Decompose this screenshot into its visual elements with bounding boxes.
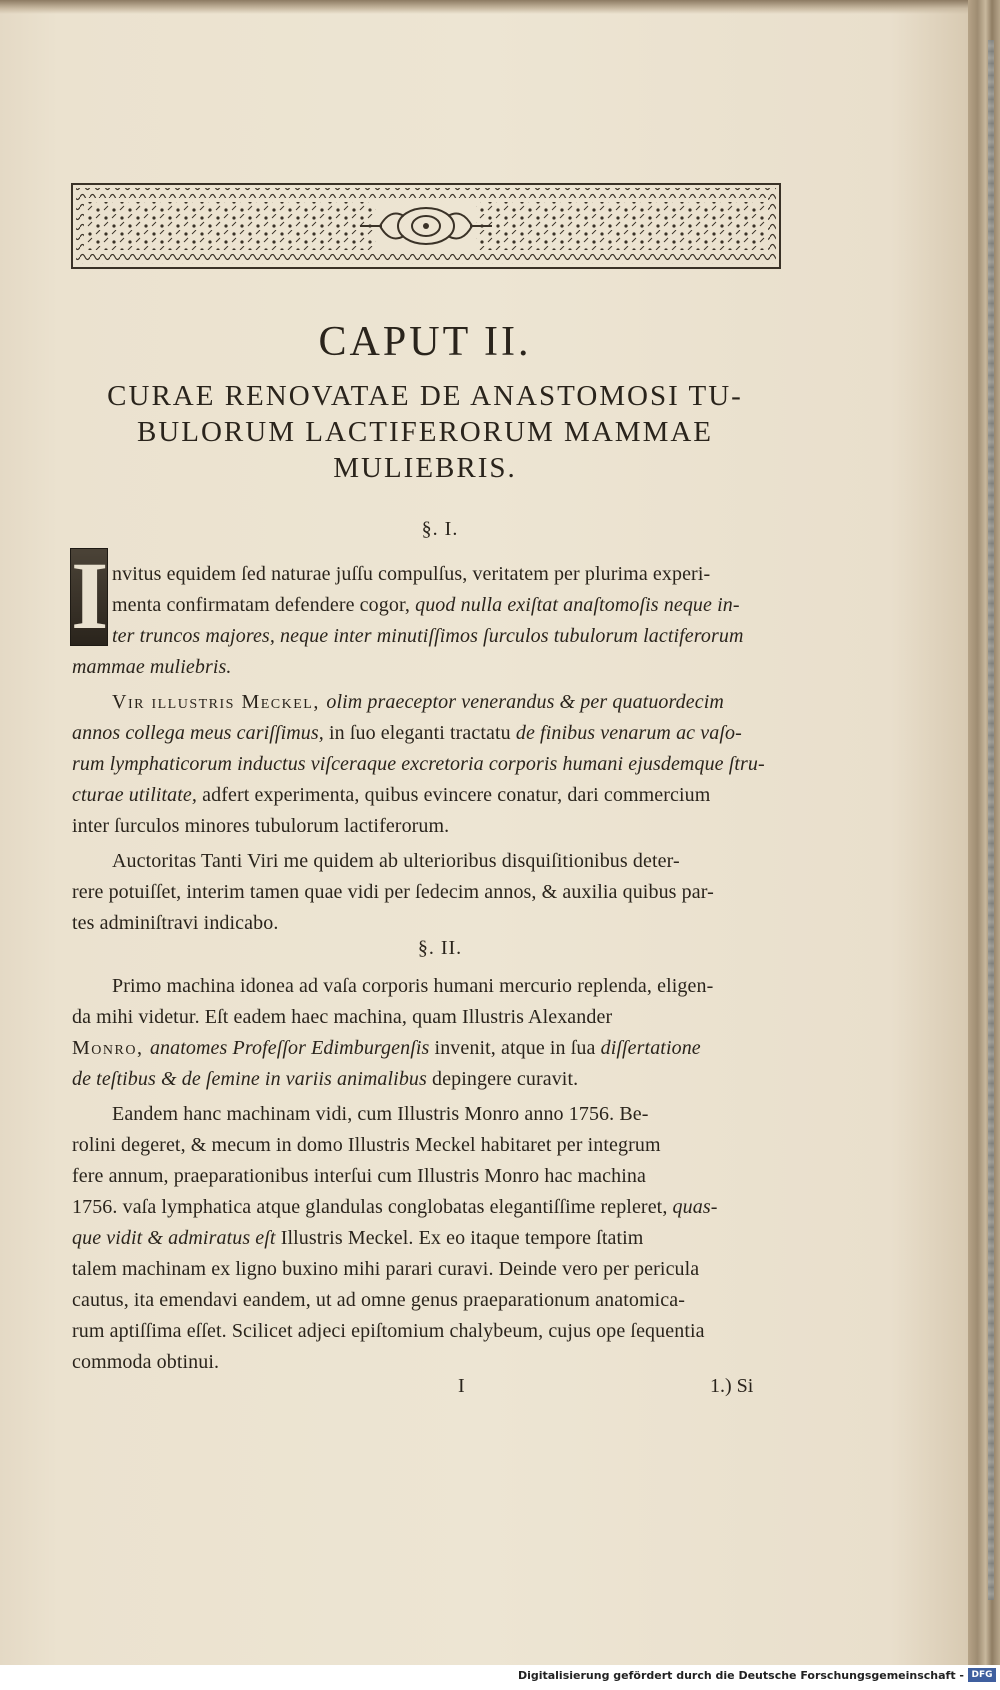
text-roman: tes adminiſtravi indicabo. — [72, 912, 279, 934]
section-mark-2: §. II. — [417, 937, 463, 959]
text-roman: rere potuiſſet, interim tamen quae vidi per ſedecim annos, & auxilia quibus par- — [72, 881, 714, 903]
text-roman: Eandem hanc machinam vidi, cum Illustris Monro anno 1756. Be- — [112, 1103, 649, 1125]
text-line — [72, 812, 449, 840]
text-line — [72, 878, 714, 906]
text-line — [72, 1034, 701, 1062]
text-italic: diſſertatione — [600, 1037, 701, 1059]
text-roman: in ſuo eleganti tractatu — [328, 722, 516, 744]
drop-cap-letter: I — [71, 542, 109, 649]
text-line — [72, 1317, 705, 1345]
text-line — [72, 781, 710, 809]
section-mark-1: §. I. — [421, 518, 459, 540]
drop-cap — [70, 542, 109, 649]
text-line — [72, 1131, 661, 1159]
text-roman: menta confirmatam defendere cogor, — [112, 594, 416, 616]
subtitle-line: CURAE RENOVATAE DE ANASTOMOSI TU- — [107, 380, 743, 412]
text-italic: de teſtibus & de ſemine in variis animalibus — [72, 1068, 427, 1090]
text-roman: fere annum, praeparationibus interſui cum Illustris Monro hac machina — [72, 1165, 646, 1187]
text-italic: anatomes Profeſſor Edimburgenſis — [149, 1037, 430, 1059]
text-line — [72, 750, 765, 778]
text-line — [112, 847, 680, 875]
text-roman: inter ſurculos minores tubulorum lactiferorum. — [72, 815, 450, 837]
subtitle-line: BULORUM LACTIFERORUM MAMMAE — [136, 416, 714, 448]
text-roman: Illustris Meckel. Ex eo itaque tempore ſtatim — [280, 1227, 644, 1249]
text-line — [112, 622, 744, 650]
text-line — [72, 1348, 219, 1376]
text-roman: invenit, atque in ſua — [434, 1037, 601, 1059]
text-line — [72, 1162, 646, 1190]
text-line — [112, 1100, 649, 1128]
text-roman: Auctoritas Tanti Viri me quidem ab ulterioribus disquiſitionibus deter- — [112, 850, 680, 872]
text-roman: nvitus equidem ſed naturae juſſu compulſus, veritatem per plurima experi- — [112, 563, 711, 585]
text-line — [72, 719, 742, 747]
text-line — [112, 688, 724, 716]
text-roman: cautus, ita emendavi eandem, ut ad omne genus praeparationum anatomica- — [72, 1289, 685, 1311]
text-line — [112, 972, 713, 1000]
text-italic: annos collega meus cariſſimus, — [72, 722, 324, 744]
text-italic: olim praeceptor venerandus & per quatuordecim — [326, 691, 724, 713]
text-italic: quas- — [672, 1196, 718, 1218]
text-line — [72, 909, 278, 937]
text-line — [72, 1193, 717, 1221]
text-line — [72, 1224, 643, 1252]
book-board-edge — [968, 0, 1000, 1665]
chapter-subtitle — [72, 378, 778, 486]
text-roman: commoda obtinui. — [72, 1351, 220, 1373]
text-line — [72, 1286, 685, 1314]
text-line — [72, 653, 231, 681]
funding-credit: Digitalisierung gefördert durch die Deutsche Forschungsgemeinschaft - — [517, 1669, 964, 1682]
text-roman: Primo machina idonea ad vaſa corporis humani mercurio replenda, eligen- — [112, 975, 714, 997]
text-line — [72, 1065, 578, 1093]
catchword: 1.) Si — [710, 1375, 754, 1397]
text-italic: cturae utilitate, — [72, 784, 198, 806]
text-italic: rum lymphaticorum inductus viſceraque excretoria corporis humani ejusdemque ſtru- — [72, 753, 765, 775]
chapter-title: CAPUT II. — [318, 319, 532, 365]
text-italic: de finibus venarum ac vaſo- — [515, 722, 742, 744]
text-italic: que vidit & admiratus eſt — [72, 1227, 276, 1249]
dfg-logo: DFG — [968, 1668, 996, 1682]
text-line — [112, 560, 710, 588]
signature-mark: I — [458, 1375, 465, 1397]
text-roman: rolini degeret, & mecum in domo Illustris Meckel habitaret per integrum — [72, 1134, 661, 1156]
subtitle-line: MULIEBRIS. — [333, 452, 517, 484]
text-line — [112, 591, 740, 619]
text-roman: da mihi videtur. Eſt eadem haec machina, quam Illustris Alexander — [72, 1006, 613, 1028]
text-smallcaps: Monro, — [72, 1037, 150, 1059]
marbled-edge — [988, 40, 994, 1600]
text-roman: talem machinam ex ligno buxino mihi parari curavi. Deinde vero per pericula — [72, 1258, 700, 1280]
text-italic: ter truncos majores, neque inter minutiſſimos ſurculos tubulorum lactiferorum — [112, 625, 744, 647]
text-roman: 1756. vaſa lymphatica atque glandulas conglobatas elegantiſſime repleret, — [72, 1196, 673, 1218]
text-roman: depingere curavit. — [432, 1068, 579, 1090]
page-top-edge — [0, 0, 968, 14]
text-italic: mammae muliebris. — [72, 656, 232, 678]
decorative-ornament-band — [70, 182, 782, 270]
text-roman: adfert experimenta, quibus evincere conatur, dari commercium — [202, 784, 711, 806]
text-smallcaps: Vir illustris Meckel, — [112, 691, 327, 713]
text-line — [72, 1255, 699, 1283]
text-line — [72, 1003, 612, 1031]
text-roman: rum aptiſſima eſſet. Scilicet adjeci epiſtomium chalybeum, cujus ope ſequentia — [72, 1320, 705, 1342]
text-italic: quod nulla exiſtat anaſtomoſis neque in- — [415, 594, 740, 616]
